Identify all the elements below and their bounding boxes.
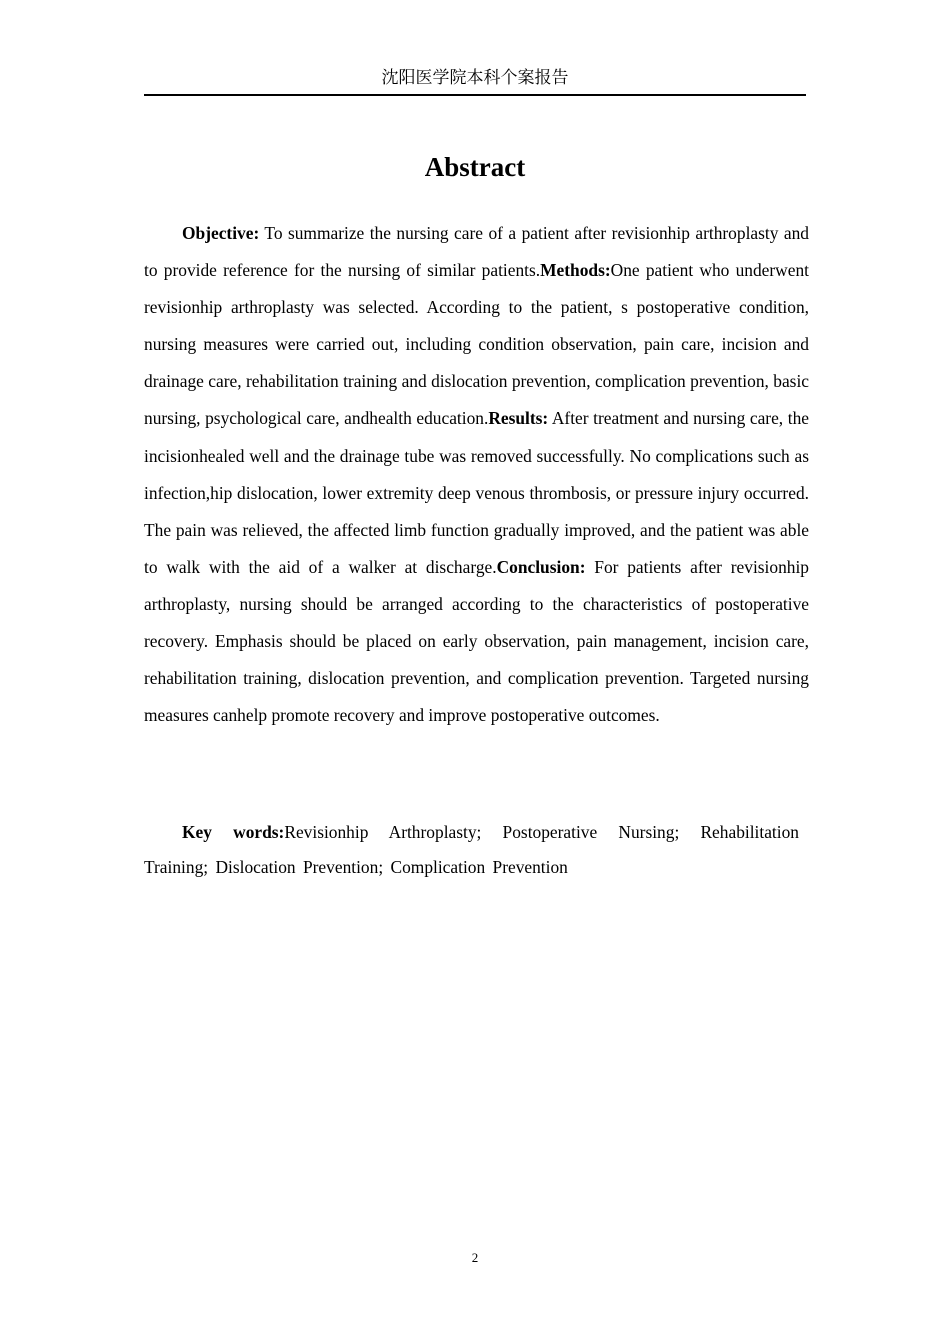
page-header	[144, 66, 806, 96]
results-text: After treatment and nursing care, the incisionhealed well and the drainage tube was removed successfully. No complications such as infection,hip dislocation, lower extremity deep venous thrombosis, or pressure injury occurred. The pain was relieved, the affected limb function gradually improved, and the patient was able to walk with the aid of a walker at discharge.	[144, 408, 809, 577]
header-text: 沈阳医学院本科个案报告	[381, 68, 569, 88]
page-title: Abstract	[424, 152, 526, 182]
page-number: 2	[471, 1250, 479, 1265]
methods-text: One patient who underwent revisionhip arthroplasty was selected. According to the patient, s postoperative condition, nursing measures were carried out, including condition observation, pain care, incision and drainage care, rehabilitation training and dislocation prevention, complication prevention, basic nursing, psychological care, andhealth education.	[144, 260, 809, 429]
conclusion-text: For patients after revisionhip arthroplasty, nursing should be arranged according to the characteristics of postoperative recovery. Emphasis should be placed on early observation, pain management, incision care, rehabilitation training, dislocation prevention, and complication prevention. Targeted nursing measures canhelp promote recovery and improve postoperative outcomes.	[144, 556, 809, 726]
objective-label: Objective:	[182, 223, 260, 243]
keywords-paragraph	[144, 815, 799, 884]
keywords-text: Revisionhip Arthroplasty; Postoperative Nursing; Rehabilitation Training; Dislocation Prevention; Complication Prevention	[144, 822, 799, 877]
abstract-paragraph	[144, 215, 809, 734]
methods-label: Methods:	[540, 260, 611, 281]
objective-text: To summarize the nursing care of a patient after revisionhip arthroplasty and to provide reference for the nursing of similar patients.	[144, 223, 809, 281]
keywords-label: Key words:	[182, 822, 285, 842]
results-label: Results:	[488, 408, 549, 429]
conclusion-label: Conclusion:	[496, 556, 586, 577]
